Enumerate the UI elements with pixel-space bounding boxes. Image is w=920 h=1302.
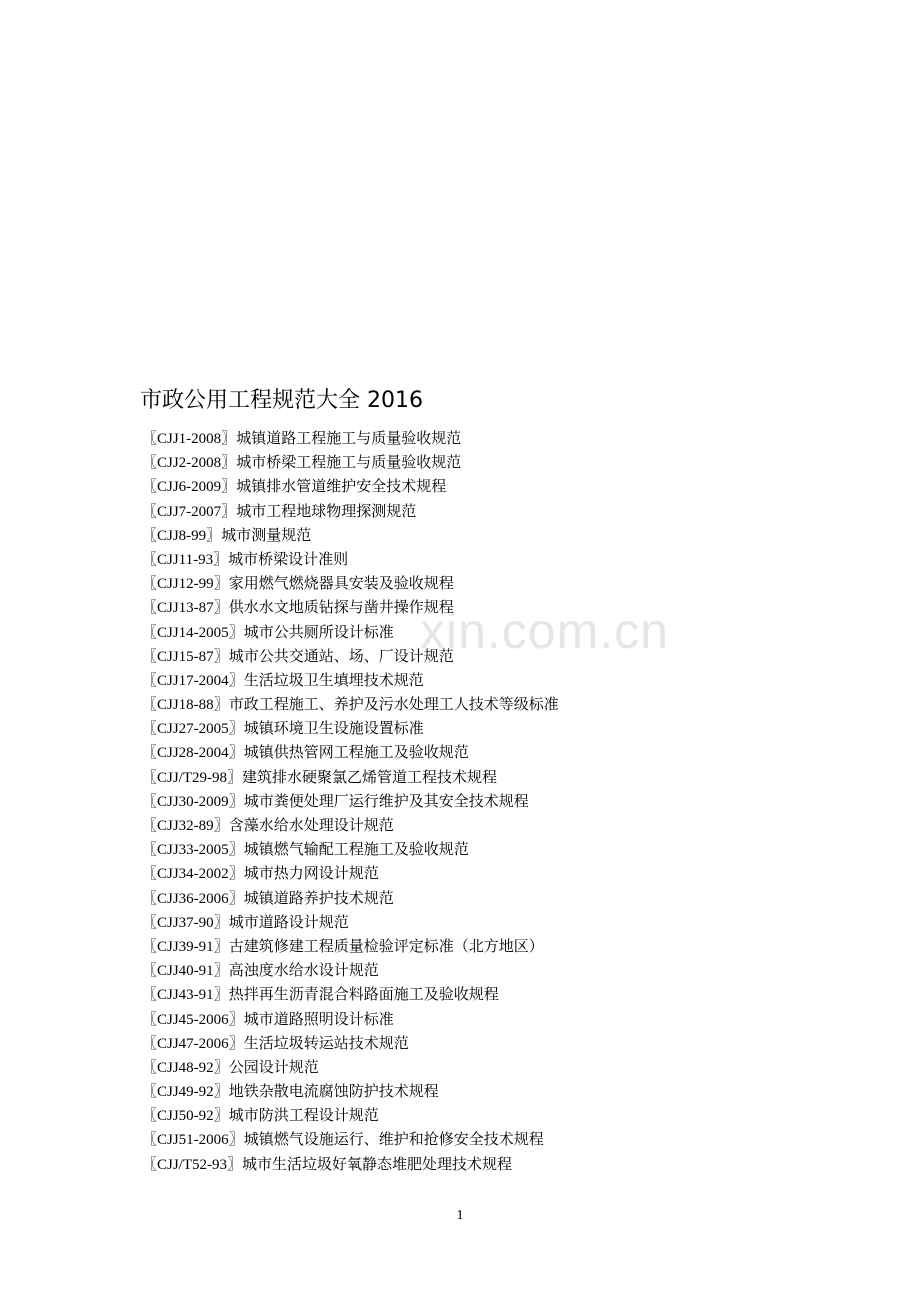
list-item (142, 958, 559, 982)
list-item (142, 740, 559, 764)
list-item (142, 861, 559, 885)
standard-name: 高浊度水给水设计规范 (228, 961, 379, 980)
list-item (142, 668, 559, 692)
standard-name: 城镇道路养护技术规范 (243, 888, 394, 907)
standard-name: 家用燃气燃烧器具安装及验收规程 (228, 574, 454, 593)
standard-name: 含藻水给水处理设计规范 (228, 816, 394, 834)
list-item (142, 1007, 559, 1031)
standard-name: 城镇供热管网工程施工及验收规范 (243, 743, 469, 762)
page-number: 1 (456, 1208, 464, 1223)
list-item (142, 1152, 559, 1176)
list-item (142, 523, 559, 547)
standard-code: 〖CJJ2-2008〗 (142, 455, 237, 472)
standard-name: 城市防洪工程设计规范 (228, 1106, 379, 1125)
watermark: xin.com.cn (420, 603, 669, 659)
standard-name: 生活垃圾卫生填埋技术规范 (243, 670, 424, 689)
standard-code: 〖CJJ18-88〗 (142, 697, 229, 714)
standard-code: 〖CJJ51-2006〗 (142, 1132, 244, 1149)
standard-code: 〖CJJ39-91〗 (142, 938, 229, 955)
list-item (142, 595, 559, 619)
standard-code: 〖CJJ34-2002〗 (142, 866, 244, 883)
standard-code: 〖CJJ33-2005〗 (142, 842, 244, 859)
standard-code: 〖CJJ/T52-93〗 (142, 1156, 243, 1173)
standard-code: 〖CJJ48-92〗 (142, 1059, 229, 1076)
standard-code: 〖CJJ1-2008〗 (142, 431, 237, 447)
standard-name: 城市道路设计规范 (228, 912, 349, 931)
list-item (142, 1127, 559, 1151)
standard-name: 城镇燃气设施运行、维护和抢修安全技术规程 (243, 1130, 544, 1149)
standard-code: 〖CJJ43-91〗 (142, 987, 229, 1004)
standard-name: 热拌再生沥青混合料路面施工及验收规程 (228, 985, 499, 1004)
page-title: 市政公用工程规范大全 2016 (140, 388, 423, 413)
standard-name: 城市公共厕所设计标准 (243, 622, 394, 641)
standard-code: 〖CJJ27-2005〗 (142, 721, 244, 738)
standard-name: 城市热力网设计规范 (243, 864, 379, 883)
standard-name: 市政工程施工、养护及污水处理工人技术等级标准 (228, 695, 559, 714)
list-item (142, 450, 559, 474)
standard-code: 〖CJJ17-2004〗 (142, 672, 244, 689)
standard-name: 城镇排水管道维护安全技术规程 (236, 477, 447, 496)
standard-code: 〖CJJ12-99〗 (142, 576, 229, 593)
list-item (142, 765, 559, 789)
list-item (142, 644, 559, 668)
list-item (142, 571, 559, 595)
list-item (142, 837, 559, 861)
list-item (142, 547, 559, 571)
standards-list (142, 426, 559, 1176)
list-item (142, 886, 559, 910)
standard-code: 〖CJJ13-87〗 (142, 600, 229, 617)
standard-name: 城市公共交通站、场、厂设计规范 (228, 646, 454, 665)
standard-name: 城镇环境卫生设施设置标准 (243, 719, 424, 738)
list-item (142, 934, 559, 958)
standard-name: 城市粪便处理厂运行维护及其安全技术规程 (243, 791, 529, 810)
standard-code: 〖CJJ37-90〗 (142, 914, 229, 931)
list-item (142, 426, 559, 450)
list-item (142, 716, 559, 740)
standard-name: 城镇道路工程施工与质量验收规范 (236, 429, 462, 447)
standard-name: 城市桥梁工程施工与质量验收规范 (236, 453, 462, 472)
list-item (142, 1103, 559, 1127)
standard-code: 〖CJJ45-2006〗 (142, 1011, 244, 1028)
list-item (142, 1079, 559, 1103)
standard-code: 〖CJJ8-99〗 (142, 527, 222, 544)
standard-code: 〖CJJ6-2009〗 (142, 479, 237, 496)
standard-code: 〖CJJ28-2004〗 (142, 745, 244, 762)
standard-name: 城市工程地球物理探测规范 (236, 501, 417, 520)
standard-code: 〖CJJ49-92〗 (142, 1084, 229, 1101)
standard-code: 〖CJJ/T29-98〗 (142, 769, 243, 786)
list-item (142, 1031, 559, 1055)
standard-name: 城镇燃气输配工程施工及验收规范 (243, 840, 469, 859)
list-item (142, 813, 559, 837)
standard-code: 〖CJJ11-93〗 (142, 551, 229, 568)
standard-name: 公园设计规范 (228, 1057, 319, 1076)
standard-name: 地铁杂散电流腐蚀防护技术规程 (228, 1082, 439, 1101)
list-item (142, 692, 559, 716)
standard-code: 〖CJJ40-91〗 (142, 963, 229, 980)
standard-code: 〖CJJ32-89〗 (142, 818, 229, 834)
standard-name: 城市测量规范 (221, 525, 312, 544)
list-item (142, 1055, 559, 1079)
standard-code: 〖CJJ30-2009〗 (142, 793, 244, 810)
standard-code: 〖CJJ47-2006〗 (142, 1035, 244, 1052)
standard-name: 城市桥梁设计准则 (228, 549, 349, 568)
list-item (142, 620, 559, 644)
standard-code: 〖CJJ14-2005〗 (142, 624, 244, 641)
standard-name: 生活垃圾转运站技术规范 (243, 1033, 409, 1052)
standard-name: 建筑排水硬聚氯乙烯管道工程技术规程 (242, 767, 498, 786)
standard-name: 供水水文地质钻探与凿井操作规程 (228, 598, 454, 617)
list-item (142, 910, 559, 934)
standard-name: 城市生活垃圾好氧静态堆肥处理技术规程 (242, 1154, 513, 1173)
standard-code: 〖CJJ36-2006〗 (142, 890, 244, 907)
standard-code: 〖CJJ15-87〗 (142, 648, 229, 665)
list-item (142, 474, 559, 498)
list-item (142, 499, 559, 523)
standard-code: 〖CJJ50-92〗 (142, 1108, 229, 1125)
list-item (142, 789, 559, 813)
standard-name: 古建筑修建工程质量检验评定标准（北方地区） (228, 936, 544, 955)
list-item (142, 982, 559, 1006)
standard-code: 〖CJJ7-2007〗 (142, 503, 237, 520)
standard-name: 城市道路照明设计标准 (243, 1009, 394, 1028)
